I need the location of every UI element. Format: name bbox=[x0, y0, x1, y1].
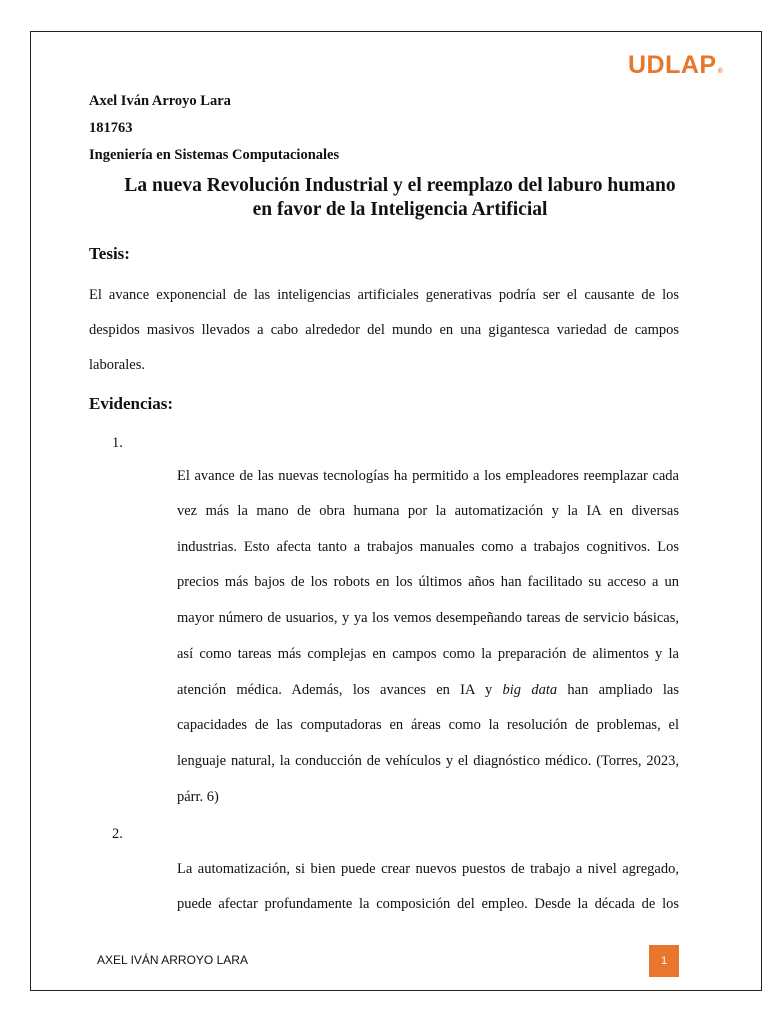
evidence-line: capacidades de las computadoras en áreas como la resolución de problemas, el bbox=[177, 717, 679, 733]
thesis-line: El avance exponencial de las inteligencias artificiales generativas podría ser el causante de los bbox=[89, 287, 679, 303]
footer-author: AXEL IVÁN ARROYO LARA bbox=[97, 953, 248, 967]
evidence-line: lenguaje natural, la conducción de vehículos y el diagnóstico médico. (Torres, 2023, bbox=[177, 753, 679, 769]
evidence-line: industrias. Esto afecta tanto a trabajos manuales como a trabajos cognitivos. Los bbox=[177, 539, 679, 555]
thesis-line: laborales. bbox=[89, 357, 145, 373]
evidence-line: El avance de las nuevas tecnologías ha permitido a los empleadores reemplazar cada bbox=[177, 468, 679, 484]
evidence-heading: Evidencias: bbox=[89, 394, 174, 413]
evidence-text: atención médica. Además, los avances en IA y bbox=[177, 682, 503, 698]
page-number: 1 bbox=[660, 955, 668, 967]
evidence-line: vez más la mano de obra humana por la automatización y la IA en diversas bbox=[177, 503, 679, 519]
student-id: 181763 bbox=[89, 120, 133, 136]
evidence-line: puede afectar profundamente la composición del empleo. Desde la década de los bbox=[177, 896, 679, 912]
thesis-heading: Tesis: bbox=[89, 244, 130, 263]
title-line-2: en favor de la Inteligencia Artificial bbox=[252, 199, 548, 220]
evidence-line: precios más bajos de los robots en los últimos años han facilitado su acceso a un bbox=[177, 574, 679, 590]
page-number-badge bbox=[649, 945, 679, 977]
thesis-line: despidos masivos llevados a cabo alrededor del mundo en una gigantesca variedad de campos bbox=[89, 322, 679, 338]
evidence-text: han ampliado las bbox=[557, 682, 679, 698]
title-line-1: La nueva Revolución Industrial y el reemplazo del laburo humano bbox=[124, 175, 676, 196]
list-number-2: 2. bbox=[112, 826, 123, 842]
author-name: Axel Iván Arroyo Lara bbox=[89, 93, 231, 109]
registered-mark: ® bbox=[717, 68, 724, 75]
list-number-1: 1. bbox=[112, 435, 123, 451]
big-data-term: big data bbox=[502, 682, 558, 698]
evidence-line: así como tareas más complejas en campos como la preparación de alimentos y la bbox=[177, 646, 679, 662]
udlap-logo bbox=[628, 51, 723, 86]
document-title bbox=[70, 174, 730, 222]
degree-program: Ingeniería en Sistemas Computacionales bbox=[89, 147, 340, 163]
evidence-line: mayor número de usuarios, y ya los vemos desempeñando tareas de servicio básicas, bbox=[177, 610, 679, 626]
evidence-line: La automatización, si bien puede crear nuevos puestos de trabajo a nivel agregado, bbox=[177, 861, 679, 877]
logo-text: UDLAP bbox=[628, 51, 717, 79]
evidence-line-with-italic bbox=[177, 681, 679, 699]
evidence-line: párr. 6) bbox=[177, 789, 219, 805]
